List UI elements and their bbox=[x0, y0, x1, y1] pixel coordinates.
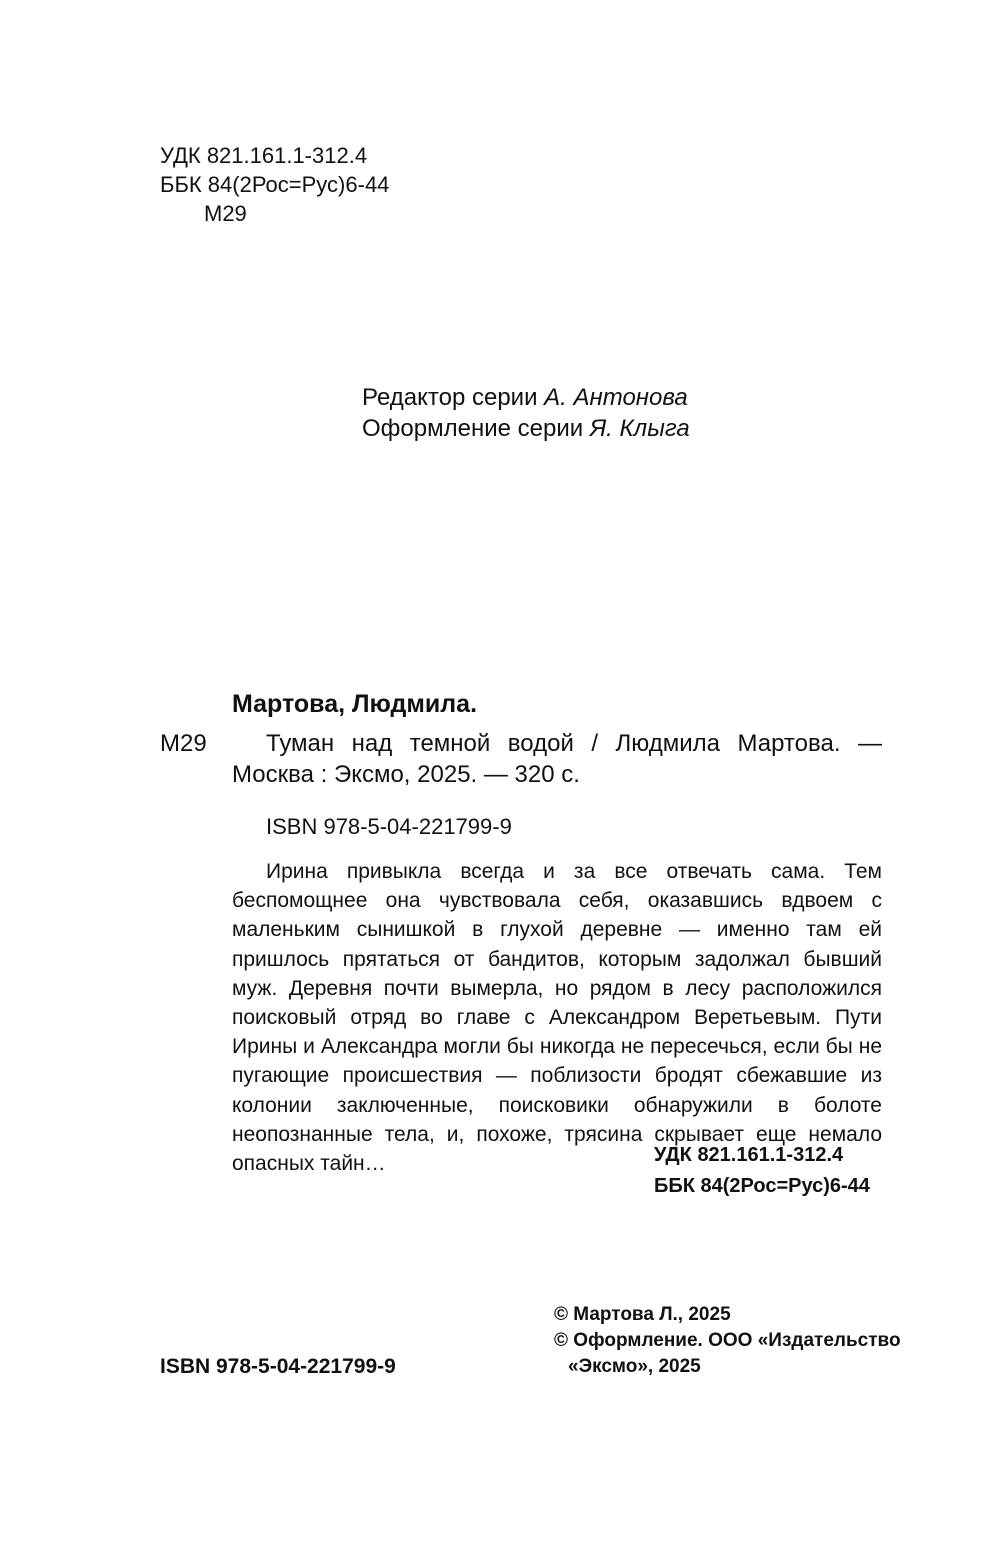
udk-code: УДК 821.161.1-312.4 bbox=[160, 143, 368, 168]
catalog-author: Мартова, Людмила. bbox=[232, 690, 478, 718]
annotation-text: Ирина привыкла всегда и за все отвечать сама. Тем беспомощнее она чувствовала себя, оказавшись вдвоем с маленьким сынишкой в глухой деревне — именно там ей пришлось прятаться от бандитов, которым задолжал бывший муж. Деревня почти вымерла, но рядом в лесу расположился поисковый отряд во главе с Александром Веретьевым. Пути Ирины и Александра могли бы никогда не пересечься, если бы не пугающие происшествия — поблизости бродят сбежавшие из колонии заключенные, поисковики обнаружили в болоте неопознанные тела, и, похоже, трясина скрывает еще немало опасных тайн… bbox=[232, 860, 882, 1176]
bbk-code-bottom: ББК 84(2Рос=Рус)6-44 bbox=[654, 1175, 870, 1197]
annotation bbox=[232, 857, 882, 1178]
bbk-code: ББК 84(2Рос=Рус)6-44 bbox=[160, 172, 390, 197]
udk-code-bottom: УДК 821.161.1-312.4 bbox=[654, 1144, 844, 1166]
copyright-block bbox=[554, 1302, 901, 1380]
series-editor-name: А. Антонова bbox=[544, 384, 688, 411]
catalog-cutter-code: М29 bbox=[160, 730, 207, 757]
series-editor-label: Редактор серии bbox=[362, 384, 545, 411]
isbn-bottom: ISBN 978-5-04-221799-9 bbox=[160, 1355, 396, 1378]
series-credits bbox=[362, 382, 690, 444]
copyright-design-line-2: «Эксмо», 2025 bbox=[568, 1356, 701, 1377]
classification-codes-top bbox=[160, 141, 389, 228]
series-editor-line bbox=[362, 382, 690, 413]
catalog-isbn: ISBN 978-5-04-221799-9 bbox=[266, 814, 512, 839]
cutter-code-top: М29 bbox=[204, 201, 247, 226]
catalog-title-line: Туман над темной водой / Людмила Мартова. — bbox=[266, 730, 882, 757]
series-design-label: Оформление серии bbox=[362, 415, 590, 442]
copyright-author: © Мартова Л., 2025 bbox=[554, 1304, 731, 1325]
catalog-imprint: Москва : Эксмо, 2025. — 320 с. bbox=[232, 761, 580, 788]
series-design-line bbox=[362, 413, 690, 444]
classification-codes-bottom bbox=[654, 1140, 870, 1202]
series-design-name: Я. Клыга bbox=[589, 415, 690, 442]
copyright-design-line-1: © Оформление. ООО «Издательство bbox=[554, 1330, 901, 1351]
